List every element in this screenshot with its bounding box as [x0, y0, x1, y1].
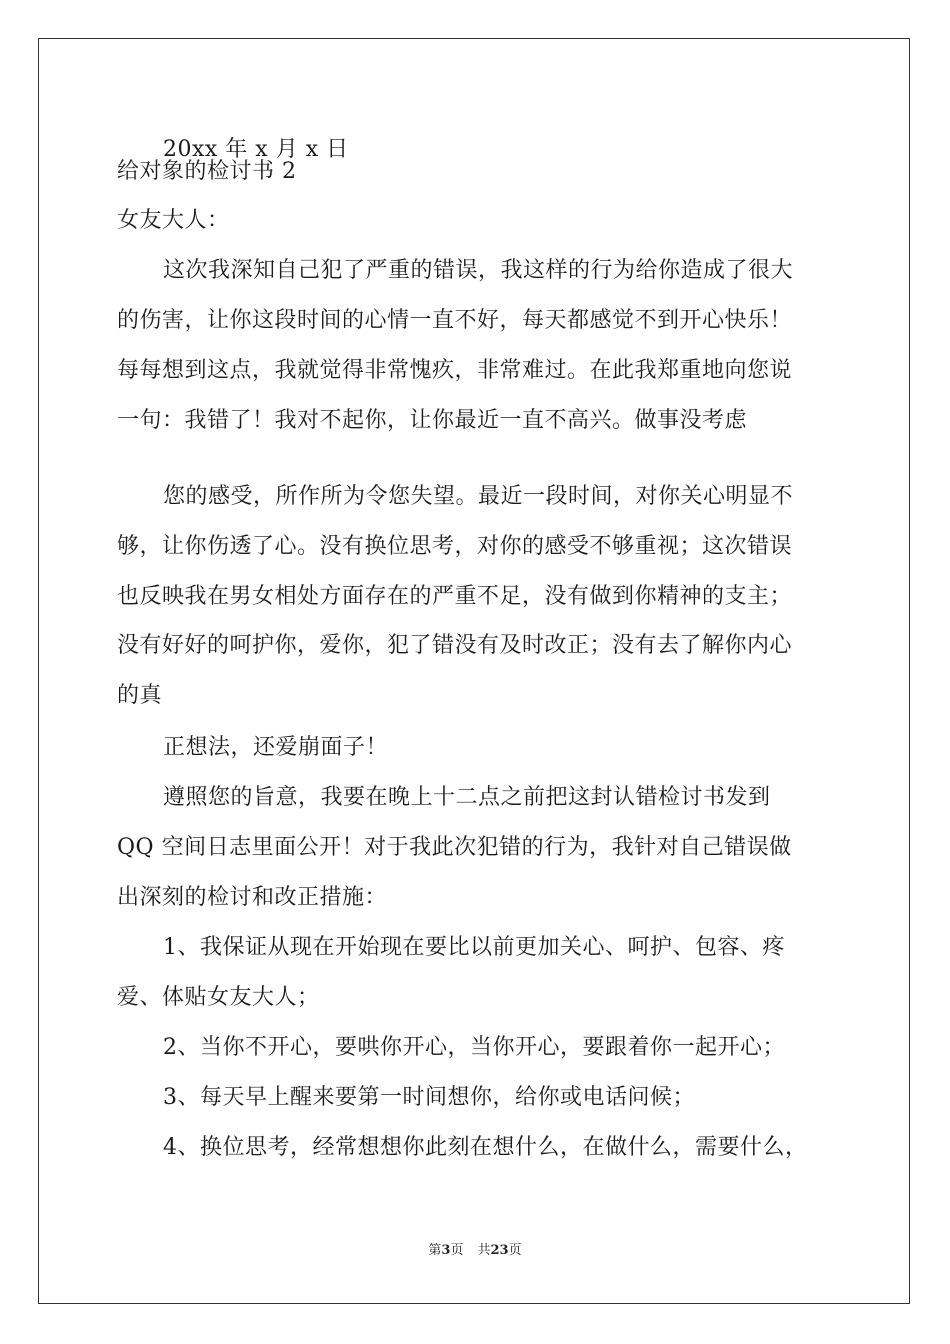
- list-item-continued: 爱、体贴女友大人；: [117, 985, 320, 1010]
- footer-prefix: 第: [428, 1243, 442, 1258]
- paragraph-line: 够，让你伤透了心。没有换位思考，对你的感受不够重视；这次错误: [117, 534, 793, 559]
- paragraph-line: 遵照您的旨意，我要在晚上十二点之前把这封认错检讨书发到: [163, 785, 771, 810]
- list-item: 1、我保证从现在开始现在要比以前更加关心、呵护、包容、疼: [163, 935, 785, 960]
- paragraph-line: 每每想到这点，我就觉得非常愧疚，非常难过。在此我郑重地向您说: [117, 358, 793, 383]
- footer-page-number: 3: [441, 1243, 451, 1258]
- list-item: 2、当你不开心，要哄你开心，当你开心，要跟着你一起开心；: [163, 1035, 785, 1060]
- paragraph-line: 您的感受，所作所为令您失望。最近一段时间，对你关心明显不: [163, 484, 794, 509]
- paragraph-line: 的真: [117, 683, 163, 708]
- paragraph-line: 这次我深知自己犯了严重的错误，我这样的行为给你造成了很大: [163, 258, 794, 283]
- paragraph-line: 正想法，还爱崩面子！: [163, 735, 389, 760]
- paragraph-line: 的伤害，让你这段时间的心情一直不好，每天都感觉不到开心快乐！: [117, 308, 793, 333]
- document-title: 给对象的检讨书 2: [117, 159, 297, 184]
- footer-total-unit: 页: [508, 1243, 522, 1258]
- date-line: 20xx 年 x 月 x 日: [163, 137, 349, 162]
- paragraph-line: QQ 空间日志里面公开！对于我此次犯错的行为，我针对自己错误做: [117, 835, 792, 860]
- footer-page-unit: 页: [450, 1243, 464, 1258]
- list-item: 3、每天早上醒来要第一时间想你，给你或电话问候；: [163, 1085, 695, 1110]
- paragraph-line: 没有好好的呵护你，爱你，犯了错没有及时改正；没有去了解你内心: [117, 633, 793, 658]
- page-footer: [0, 1243, 950, 1259]
- salutation: 女友大人：: [117, 208, 230, 233]
- paragraph-line: 出深刻的检讨和改正措施：: [117, 885, 388, 910]
- footer-total-pages: 23: [490, 1243, 509, 1258]
- list-item: 4、换位思考，经常想想你此刻在想什么，在做什么，需要什么，: [163, 1135, 808, 1160]
- paragraph-line: 一句：我错了！我对不起你，让你最近一直不高兴。做事没考虑: [117, 408, 748, 433]
- paragraph-line: 也反映我在男女相处方面存在的严重不足，没有做到你精神的支主；: [117, 584, 793, 609]
- footer-total-prefix: 共: [477, 1243, 491, 1258]
